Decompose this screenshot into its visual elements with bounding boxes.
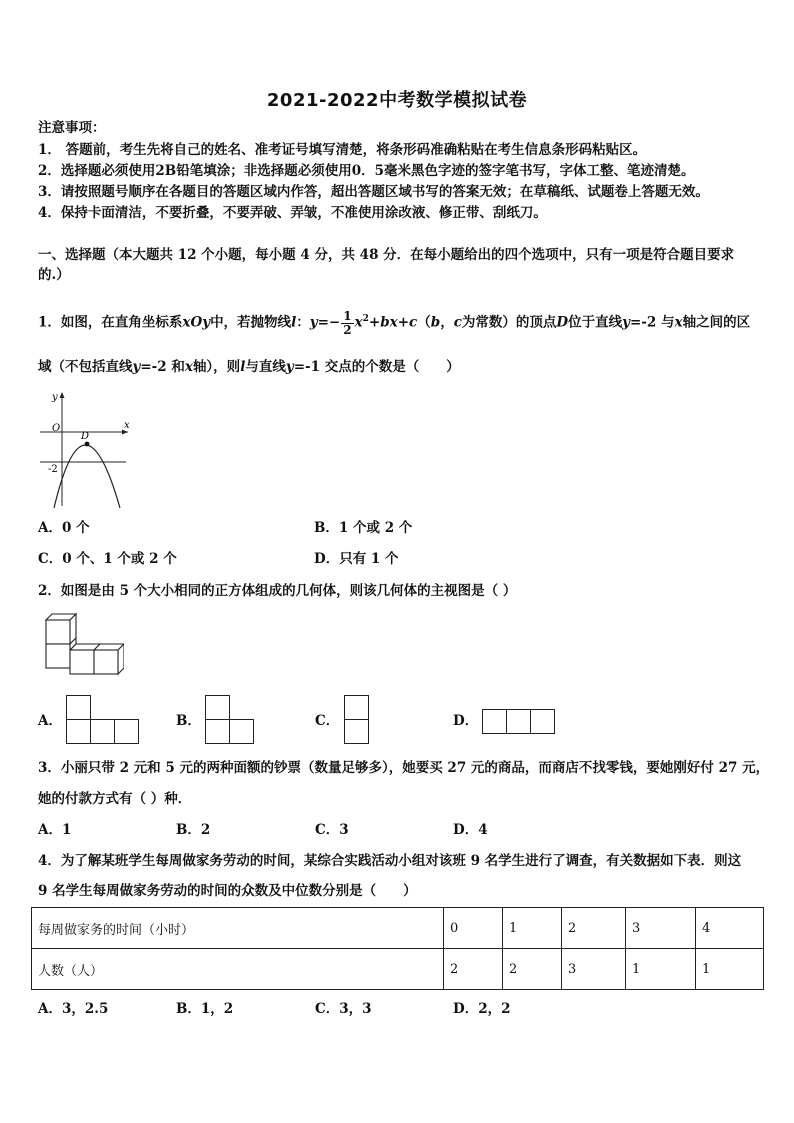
view-d-square: [482, 709, 507, 734]
fraction-denominator: 2: [343, 322, 352, 337]
view-b-square: [205, 719, 230, 744]
y-label: y: [52, 392, 58, 403]
view-a-square: [66, 695, 91, 720]
view-c-square: [344, 719, 369, 744]
notes-heading: 注意事项：: [38, 120, 106, 136]
q1-exponent: 2: [362, 314, 369, 324]
q1-text: 轴之间的区: [682, 314, 751, 331]
table-cell: 2: [562, 908, 626, 949]
table-cell: 1: [696, 949, 764, 990]
q1-text: 1．如图，在直角坐标系: [38, 314, 183, 331]
q1-var: bx: [380, 314, 398, 331]
q1-var: y: [285, 359, 294, 375]
note-item-2: 2．选择题必须使用2B铅笔填涂；非选择题必须使用0．5毫米黑色字迹的签字笔书写，字体工整、笔迹清楚。: [38, 163, 695, 179]
q1-var: l: [291, 314, 297, 331]
q4-option-d[interactable]: D．2，2: [453, 1001, 511, 1017]
q1-text: 中，若抛物线: [210, 314, 292, 331]
origin-label: O: [52, 423, 61, 434]
q4-line1: 4．为了解某班学生每周做家务劳动的时间，某综合实践活动小组对该班 9 名学生进行了调查，有关数据如下表．则这: [38, 853, 742, 869]
parabola-curve: [54, 445, 120, 508]
table-cell: 2: [503, 949, 562, 990]
q4-data-table: [31, 907, 764, 990]
note-item-3: 3．请按照题号顺序在各题目的答题区域内作答，超出答题区域书写的答案无效；在草稿纸、试题卷上答题无效。: [38, 184, 709, 200]
q3-option-a[interactable]: A．1: [38, 822, 72, 838]
table-cell: 每周做家务的时间（小时）: [32, 908, 444, 949]
q4-option-b[interactable]: B．1，2: [176, 1001, 234, 1017]
y-axis-arrow-icon: [60, 392, 65, 398]
q1-text: +: [368, 314, 381, 331]
section-heading-line2: 的.）: [38, 267, 70, 283]
q1-var: y: [309, 314, 318, 331]
cube-front-face: [46, 620, 70, 644]
view-a-square: [90, 719, 115, 744]
q1-var: c: [453, 314, 462, 331]
note-item-1: 1． 答题前，考生先将自己的姓名、准考证号填写清楚，将条形码准确粘贴在考生信息条形码粘贴区。: [38, 142, 647, 158]
q1-text: 轴），则: [192, 359, 241, 375]
q1-option-c[interactable]: C．0 个、1 个或 2 个: [38, 551, 177, 567]
q2-cube-solid-figure: [40, 612, 124, 678]
table-cell: 0: [444, 908, 503, 949]
fraction: [341, 310, 353, 337]
cube-front-face: [46, 644, 70, 668]
q1-var: x: [354, 314, 363, 331]
minus-2-label: -2: [48, 464, 58, 475]
q4-line2: 9 名学生每周做家务劳动的时间的众数及中位数分别是（ ）: [38, 883, 417, 899]
q1-text: =-1 交点的个数是（ ）: [293, 359, 460, 375]
q2-option-d-label[interactable]: D．: [453, 713, 479, 729]
q3-option-d[interactable]: D．4: [453, 822, 488, 838]
q4-option-c[interactable]: C．3，3: [315, 1001, 372, 1017]
q3-line1: 3．小丽只带 2 元和 5 元的两种面额的钞票（数量足够多），她要买 27 元的商品，而商店不找零钱，要她刚好付 27 元，: [38, 760, 770, 776]
q1-var: x: [674, 314, 683, 331]
view-d-square: [506, 709, 531, 734]
q3-line2: 她的付款方式有（ ）种．: [38, 791, 192, 807]
view-a-square: [114, 719, 139, 744]
q1-var: D: [556, 314, 569, 331]
table-cell: 2: [444, 949, 503, 990]
cube-side-face: [118, 644, 124, 674]
q2-text: 2．如图是由 5 个大小相同的正方体组成的几何体，则该几何体的主视图是（ ）: [38, 583, 517, 599]
table-row: [32, 949, 764, 990]
table-cell: 1: [503, 908, 562, 949]
q2-option-a-label[interactable]: A．: [38, 713, 62, 729]
vertex-point: [85, 442, 90, 447]
cube-front-face: [70, 650, 94, 674]
q1-var: xOy: [182, 314, 211, 331]
q1-var: l: [240, 359, 246, 375]
view-a-square: [66, 719, 91, 744]
note-item-4: 4．保持卡面清洁，不要折叠，不要弄破、弄皱，不准使用涂改液、修正带、刮纸刀。: [38, 205, 547, 221]
page-title: 2021-2022中考数学模拟试卷: [266, 90, 528, 111]
table-row: [32, 908, 764, 949]
q1-text: =-2 和: [140, 359, 185, 375]
q1-text: ：: [296, 314, 310, 331]
q1-var: x: [184, 359, 193, 375]
q1-text: （: [417, 314, 431, 331]
q1-var: y: [622, 314, 630, 331]
table-cell: 1: [626, 949, 696, 990]
table-cell: 3: [562, 949, 626, 990]
table-cell: 4: [696, 908, 764, 949]
q4-option-a[interactable]: A．3，2.5: [38, 1001, 109, 1017]
q1-parabola-figure: [36, 388, 136, 508]
view-b-square: [229, 719, 254, 744]
q2-option-b-label[interactable]: B．: [176, 713, 201, 729]
q1-option-a[interactable]: A．0 个: [38, 520, 90, 536]
q1-var: c: [409, 314, 418, 331]
q1-text: ，: [440, 314, 454, 331]
table-cell: 3: [626, 908, 696, 949]
q1-line1: [38, 305, 750, 337]
q1-var: y: [132, 359, 141, 375]
table-cell: 人数（人）: [32, 949, 444, 990]
q1-text: =−: [317, 314, 341, 331]
q1-text: 与直线: [245, 359, 286, 375]
view-c-square: [344, 695, 369, 720]
vertex-label: D: [81, 431, 90, 442]
view-d-square: [530, 709, 555, 734]
q1-text: +: [397, 314, 409, 331]
x-label: x: [124, 420, 130, 431]
section-heading-line1: 一、选择题（本大题共 12 个小题，每小题 4 分，共 48 分．在每小题给出的四个选项中，只有一项是符合题目要求: [38, 247, 735, 263]
q1-line2: [38, 357, 460, 377]
fraction-numerator: 1: [343, 308, 352, 323]
q1-var: b: [430, 314, 441, 331]
view-b-square: [205, 695, 230, 720]
q1-option-b[interactable]: B．1 个或 2 个: [314, 520, 413, 536]
q1-text: =-2 与: [630, 314, 675, 331]
q2-option-c-label[interactable]: C．: [315, 713, 340, 729]
q3-option-b[interactable]: B．2: [176, 822, 211, 838]
q1-option-d[interactable]: D．只有 1 个: [314, 551, 399, 567]
q1-text: 域（不包括直线: [38, 359, 133, 375]
q1-text: 位于直线: [568, 314, 623, 331]
cube-front-face: [94, 650, 118, 674]
q3-option-c[interactable]: C．3: [315, 822, 349, 838]
q1-text: 为常数）的顶点: [461, 314, 557, 331]
